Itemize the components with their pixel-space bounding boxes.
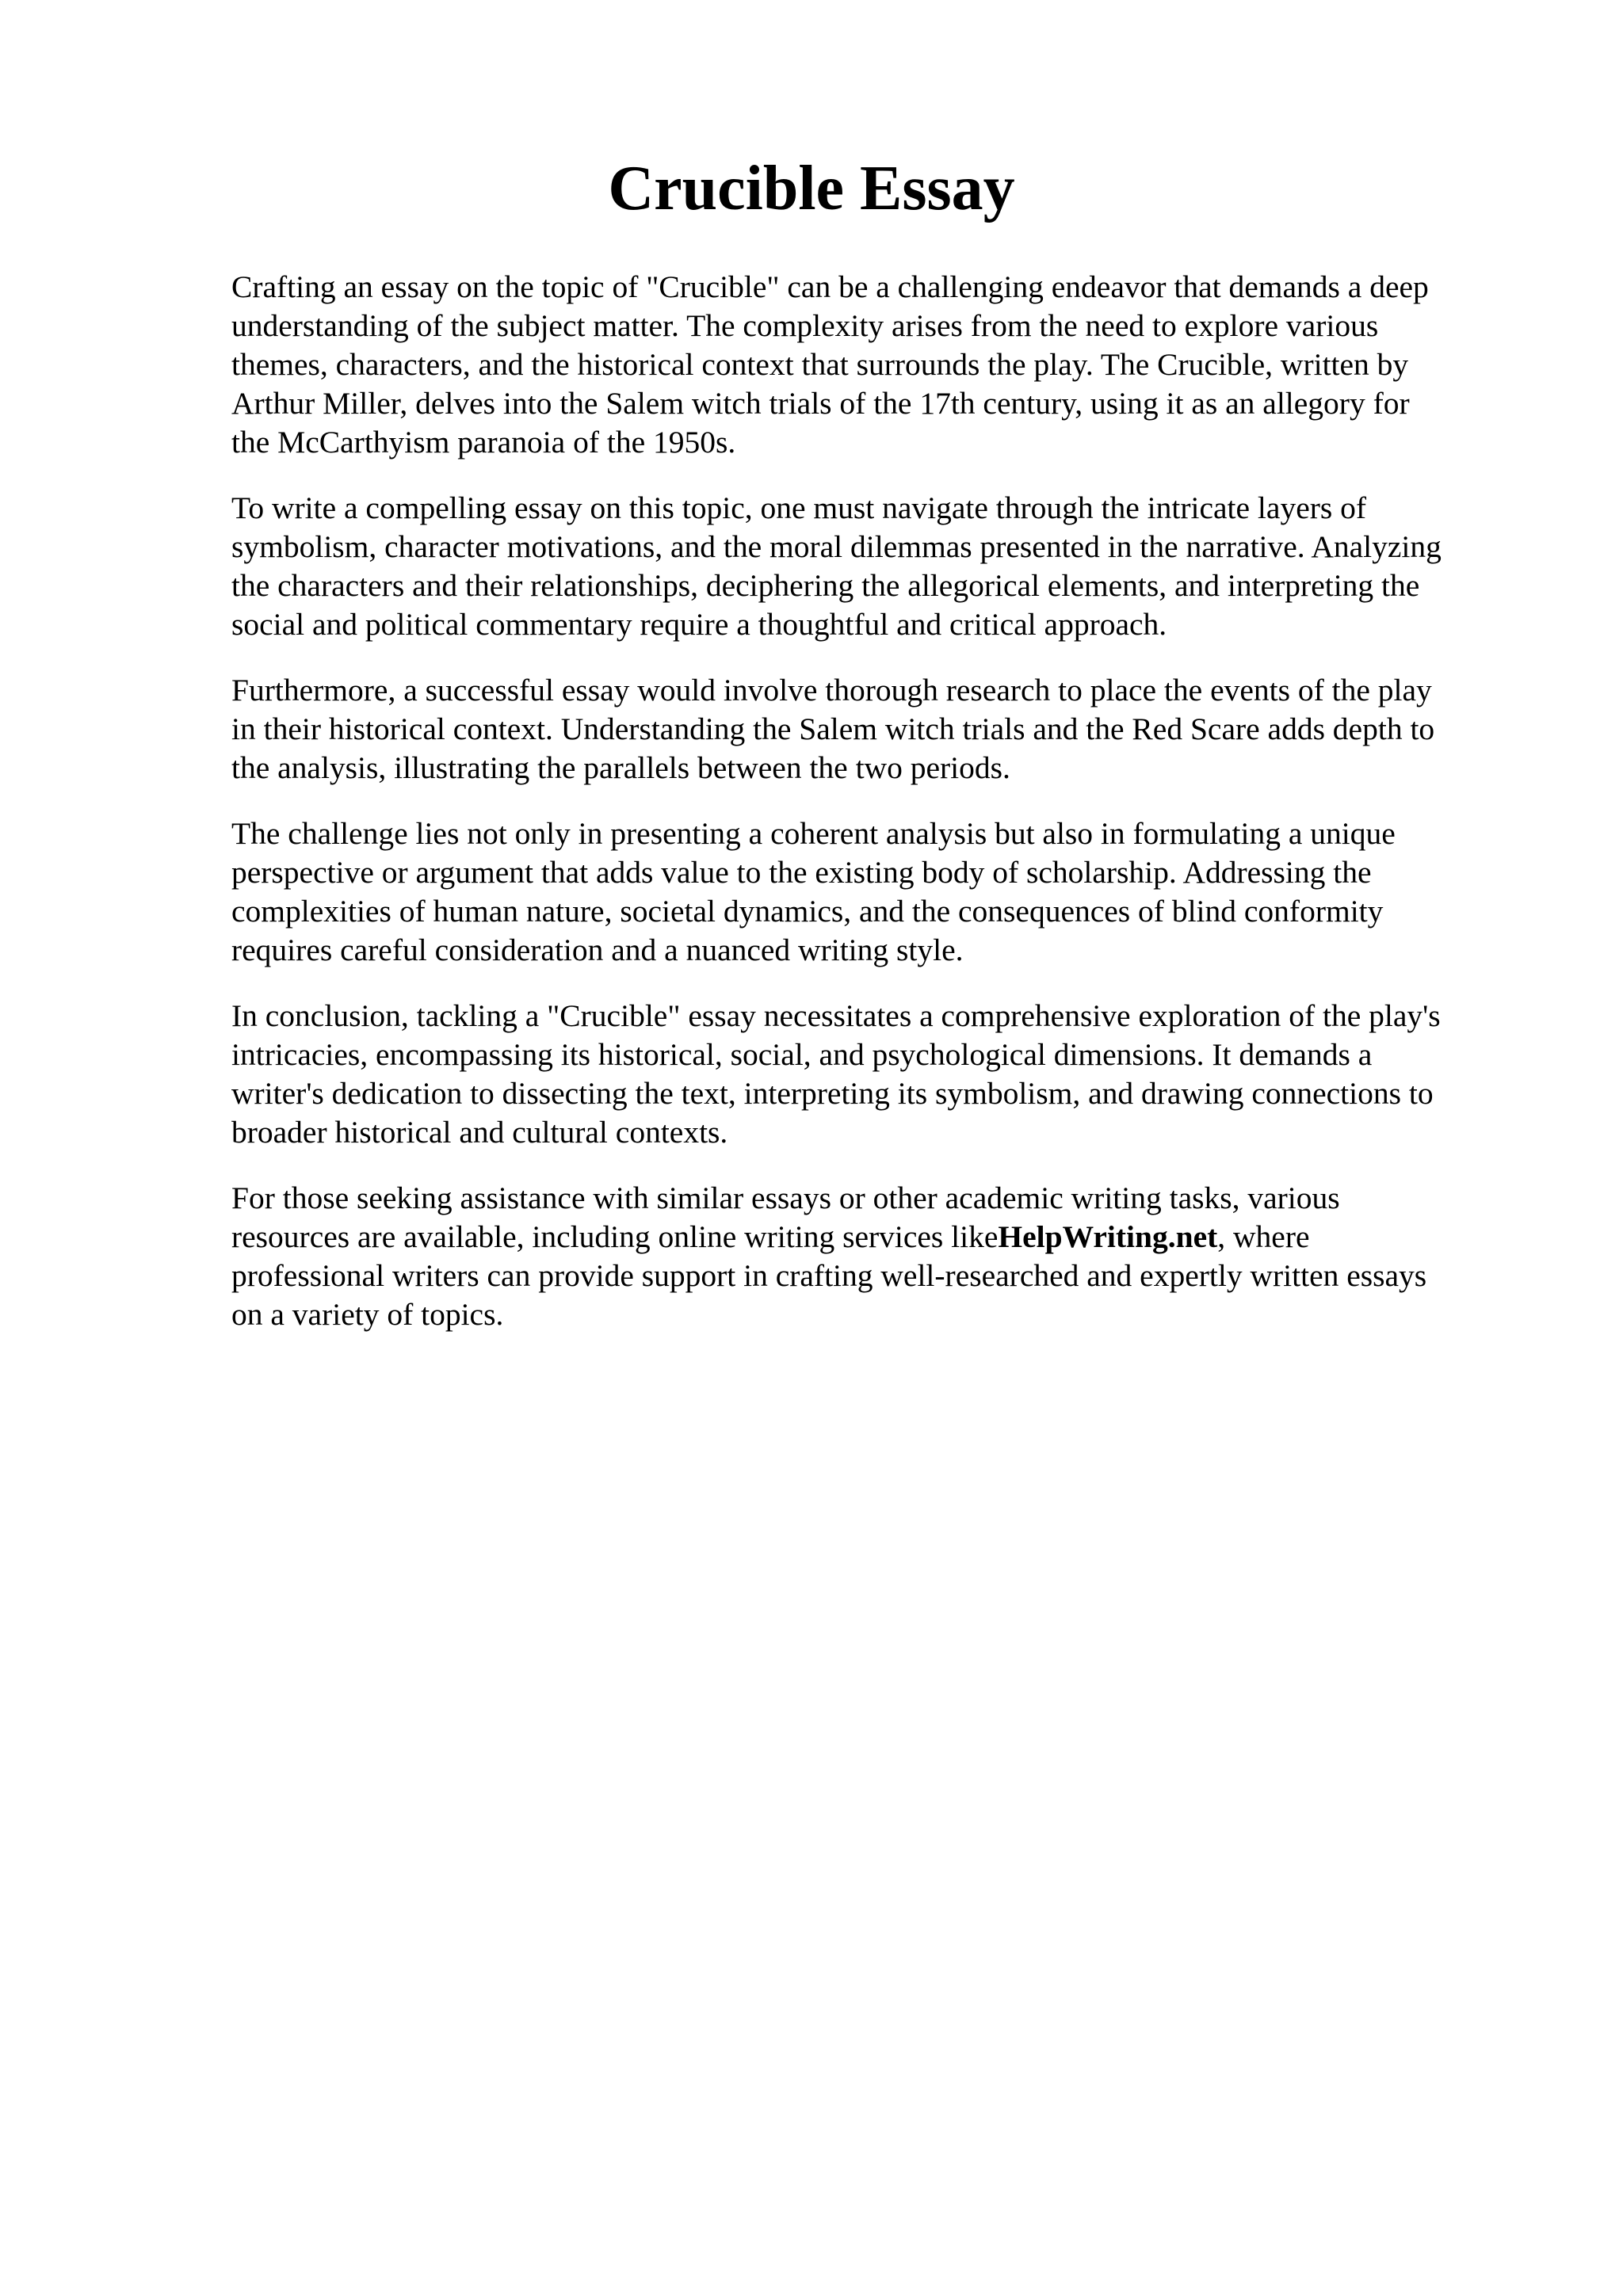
text-line: For those seeking assistance with similar essays or other academic writing tasks, various (231, 1180, 1340, 1215)
text-line: Furthermore, a successful essay would involve thorough research to place the events of the play (231, 673, 1432, 707)
document-body (231, 268, 1531, 1361)
text-line: intricacies, encompassing its historical, social, and psychological dimensions. It demands a (231, 1037, 1373, 1072)
text-line: writer's dedication to dissecting the text, interpreting its symbolism, and drawing connections to (231, 1076, 1434, 1111)
text-line: understanding of the subject matter. The complexity arises from the need to explore various (231, 308, 1379, 343)
text-segment: resources are available, including online writing services like (231, 1219, 999, 1254)
paragraph-conclusion (231, 997, 1531, 1152)
text-line: broader historical and cultural contexts. (231, 1115, 728, 1150)
text-line: the characters and their relationships, deciphering the allegorical elements, and interpreting the (231, 568, 1420, 603)
text-line: requires careful consideration and a nuanced writing style. (231, 933, 964, 967)
paragraph-challenge (231, 814, 1531, 970)
text-line: social and political commentary require a thoughtful and critical approach. (231, 607, 1167, 642)
paragraph-closing (231, 1179, 1531, 1334)
paragraph-research (231, 671, 1531, 788)
document-title: Crucible Essay (608, 154, 1015, 223)
paragraph-introduction (231, 268, 1531, 462)
text-line: in their historical context. Understanding the Salem witch trials and the Red Scare adds depth to (231, 711, 1435, 746)
helpwriting-link[interactable]: HelpWriting.net (998, 1219, 1218, 1254)
text-line: complexities of human nature, societal dynamics, and the consequences of blind conformity (231, 894, 1384, 929)
text-line: To write a compelling essay on this topic, one must navigate through the intricate layers of (231, 490, 1367, 525)
text-line: The challenge lies not only in presenting a coherent analysis but also in formulating a unique (231, 816, 1396, 851)
text-line: the McCarthyism paranoia of the 1950s. (231, 425, 736, 460)
text-line: In conclusion, tackling a "Crucible" essay necessitates a comprehensive exploration of the play's (231, 998, 1441, 1033)
text-segment: , where (1217, 1219, 1310, 1254)
text-line: perspective or argument that adds value to the existing body of scholarship. Addressing the (231, 855, 1372, 890)
text-line: symbolism, character motivations, and the moral dilemmas presented in the narrative. Analyzing (231, 529, 1442, 564)
text-line: on a variety of topics. (231, 1297, 504, 1332)
text-line: Arthur Miller, delves into the Salem witch trials of the 17th century, using it as an allegory for (231, 386, 1410, 421)
text-line-with-link (231, 1218, 1531, 1257)
text-line: themes, characters, and the historical context that surrounds the play. The Crucible, written by (231, 347, 1409, 382)
text-line: professional writers can provide support in crafting well-researched and expertly written essays (231, 1258, 1427, 1293)
text-line: the analysis, illustrating the parallels between the two periods. (231, 750, 1010, 785)
paragraph-approach (231, 489, 1531, 644)
text-line: Crafting an essay on the topic of "Crucible" can be a challenging endeavor that demands a deep (231, 269, 1429, 304)
